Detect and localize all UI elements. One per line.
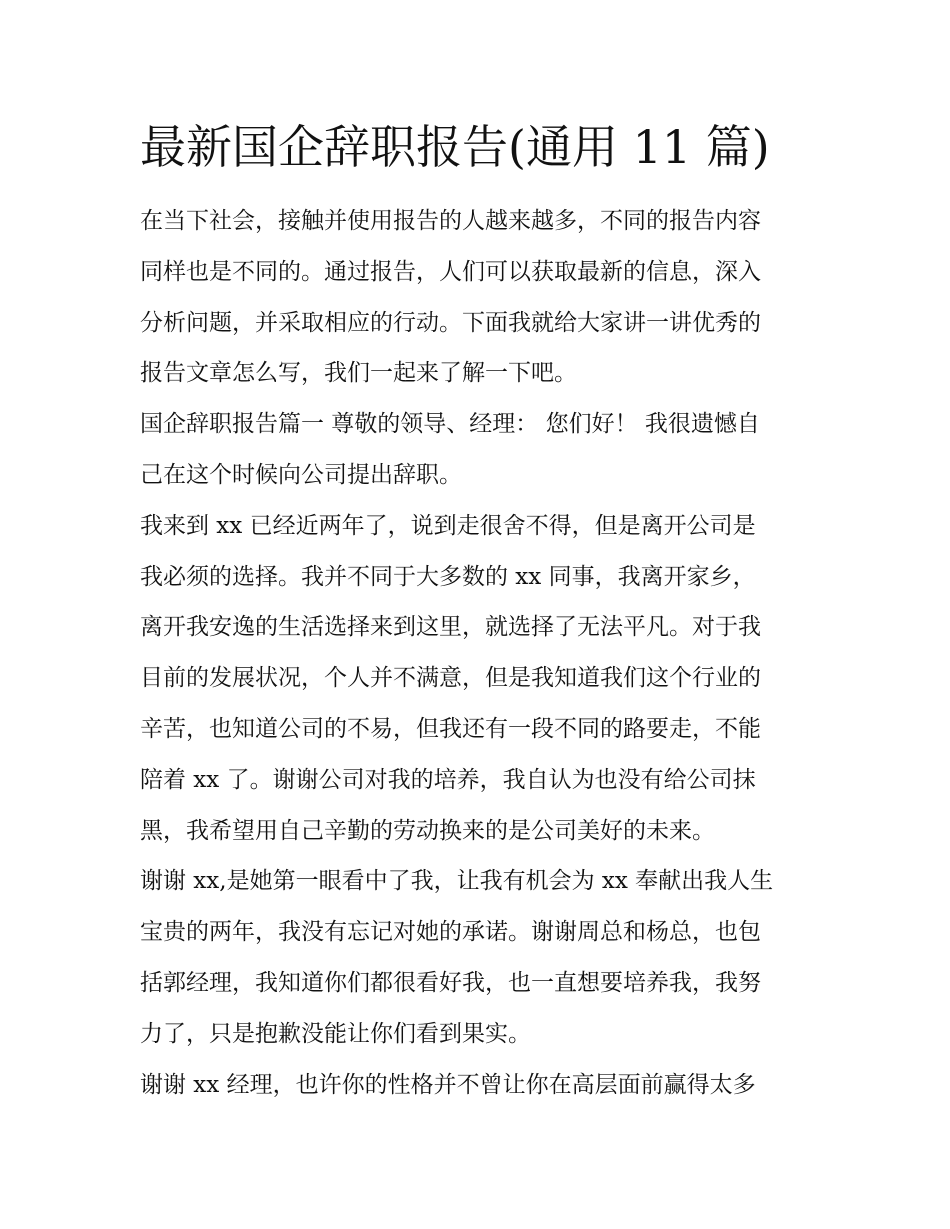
text-line: 黑，我希望用自己辛勤的劳动换来的是公司美好的未来。	[140, 817, 715, 844]
text-line: 我来到 xx 已经近两年了，说到走很舍不得，但是离开公司是	[140, 512, 756, 539]
paragraph-manager-thanks	[140, 1060, 816, 1111]
text-line: 辛苦，也知道公司的不易，但我还有一段不同的路要走，不能	[140, 715, 761, 742]
text-line: 括郭经理，我知道你们都很看好我，也一直想要培养我，我努	[140, 969, 761, 996]
text-line: 报告文章怎么写，我们一起来了解一下吧。	[140, 360, 577, 387]
text-line: 目前的发展状况，个人并不满意，但是我知道我们这个行业的	[140, 665, 761, 692]
text-line: 陪着 xx 了。谢谢公司对我的培养，我自认为也没有给公司抹	[140, 766, 756, 793]
text-line: 谢谢 xx 经理，也许你的性格并不曾让你在高层面前赢得太多	[140, 1071, 756, 1098]
document-body	[140, 196, 816, 1110]
paragraph-reason	[140, 501, 816, 857]
text-line: 在当下社会，接触并使用报告的人越来越多，不同的报告内容	[140, 208, 761, 234]
text-line: 同样也是不同的。通过报告，人们可以获取最新的信息，深入	[140, 258, 761, 285]
text-line: 国企辞职报告篇一 尊敬的领导、经理： 您们好！ 我很遗憾自	[140, 411, 760, 438]
text-line: 己在这个时候向公司提出辞职。	[140, 461, 462, 488]
text-line: 宝贵的两年，我没有忘记对她的承诺。谢谢周总和杨总，也包	[140, 919, 761, 946]
paragraph-thanks	[140, 856, 816, 1059]
paragraph-intro	[140, 196, 816, 399]
text-line: 我必须的选择。我并不同于大多数的 xx 同事，我离开家乡，	[140, 563, 756, 590]
document-title: 最新国企辞职报告(通用 11 篇)	[140, 120, 770, 174]
text-line: 离开我安逸的生活选择来到这里，就选择了无法平凡。对于我	[140, 614, 761, 641]
text-line: 谢谢 xx,是她第一眼看中了我，让我有机会为 xx 奉献出我人生	[140, 868, 774, 895]
text-line: 分析问题，并采取相应的行动。下面我就给大家讲一讲优秀的	[140, 309, 761, 336]
paragraph-greeting	[140, 399, 816, 501]
text-line: 力了，只是抱歉没能让你们看到果实。	[140, 1020, 531, 1047]
